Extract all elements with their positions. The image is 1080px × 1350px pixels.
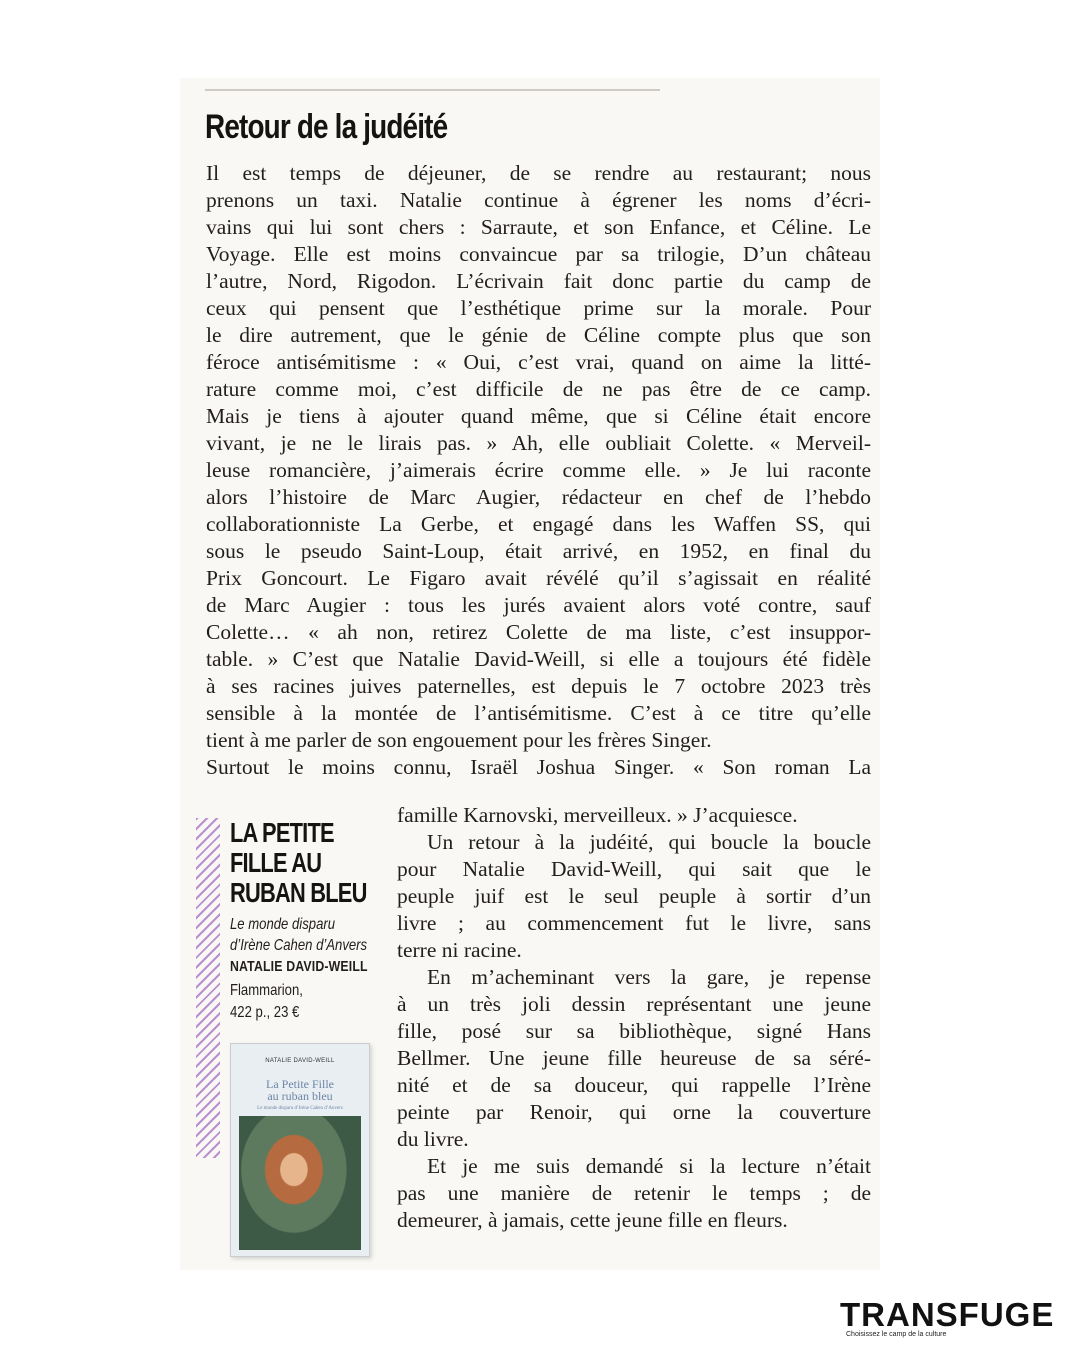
cover-painting — [239, 1116, 361, 1250]
text-line: vains qui lui sont chers : Sarraute, et son Enfance, et Céline. Le — [206, 215, 871, 239]
book-pages-price: 422 p., 23 € — [230, 1004, 300, 1021]
text-line: Il est temps de déjeuner, de se rendre au restaurant; nous — [206, 161, 871, 185]
cover-title — [231, 1078, 369, 1102]
text-line: pour Natalie David-Weill, qui sait que le — [397, 857, 871, 881]
text-line: à un très joli dessin représentant une jeune — [397, 992, 871, 1016]
text-line: peuple juif est le seul peuple à sortir d’un — [397, 884, 871, 908]
text-line: Voyage. Elle est moins convaincue par sa trilogie, D’un château — [206, 242, 871, 266]
cover-author: NATALIE DAVID-WEILL — [265, 1058, 335, 1064]
text-line: nité et de sa douceur, qui rappelle l’Irène — [397, 1073, 871, 1097]
article-full-column — [206, 160, 871, 781]
text-line: En m’acheminant vers la gare, je repense — [427, 965, 871, 989]
text-line: fille, posé sur sa bibliothèque, signé Hans — [397, 1019, 871, 1043]
cover-title-line: au ruban bleu — [267, 1089, 333, 1103]
text-line: table. » C’est que Natalie David-Weill, si elle a toujours été fidèle — [206, 647, 871, 671]
book-subtitle-line: Le monde disparu — [230, 916, 336, 933]
book-publisher-details — [230, 980, 303, 1024]
text-line: à ses racines juives paternelles, est depuis le 7 octobre 2023 très — [206, 674, 871, 698]
book-author: NATALIE DAVID-WEILL — [230, 958, 368, 975]
text-line: livre ; au commencement fut le livre, sans — [397, 911, 871, 935]
book-title-line: LA PETITE — [230, 817, 334, 848]
text-line: Surtout le moins connu, Israël Joshua Singer. « Son roman La — [206, 755, 871, 779]
logo-tagline: Choisissez le camp de la culture — [846, 1331, 947, 1338]
text-line: sous le pseudo Saint-Loup, était arrivé, en 1952, en final du — [206, 539, 871, 563]
top-rule — [205, 89, 660, 91]
book-title-line: RUBAN BLEU — [230, 877, 367, 908]
section-heading: Retour de la judéité — [205, 108, 448, 146]
text-line: Mais je tiens à ajouter quand même, que si Céline était encore — [206, 404, 871, 428]
text-line: le dire autrement, que le génie de Céline compte plus que son — [206, 323, 871, 347]
text-line: tient à me parler de son engouement pour les frères Singer. — [206, 728, 712, 752]
text-line: Colette… « ah non, retirez Colette de ma liste, c’est insuppor- — [206, 620, 871, 644]
text-line: alors l’histoire de Marc Augier, rédacteur en chef de l’hebdo — [206, 485, 871, 509]
text-line: du livre. — [397, 1127, 469, 1151]
text-line: prenons un taxi. Natalie continue à égrener les noms d’écri- — [206, 188, 871, 212]
cover-subtitle: Le monde disparu d’Irène Cahen d’Anvers — [257, 1106, 343, 1111]
cover-title-line: La Petite Fille — [266, 1077, 334, 1091]
book-subtitle — [230, 914, 386, 956]
text-line: Et je me suis demandé si la lecture n’était — [427, 1154, 871, 1178]
text-line: Bellmer. Une jeune fille heureuse de sa séré- — [397, 1046, 871, 1070]
transfuge-logo: TRANSFUGE — [840, 1296, 1055, 1333]
text-line: Prix Goncourt. Le Figaro avait révélé qu’il s’agissait en réalité — [206, 566, 871, 590]
book-title — [230, 818, 386, 908]
text-line: vivant, je ne le lirais pas. » Ah, elle oubliait Colette. « Merveil- — [206, 431, 871, 455]
book-cover-image — [230, 1043, 370, 1257]
text-line: famille Karnovski, merveilleux. » J’acquiesce. — [397, 803, 798, 827]
article-narrow-column — [397, 802, 871, 1234]
text-line: peinte par Renoir, qui orne la couverture — [397, 1100, 871, 1124]
hatch-decoration — [196, 818, 220, 1158]
text-line: leuse romancière, j’aimerais écrire comme elle. » Je lui raconte — [206, 458, 871, 482]
text-line: collaborationniste La Gerbe, et engagé dans les Waffen SS, qui — [206, 512, 871, 536]
text-line: féroce antisémitisme : « Oui, c’est vrai, quand on aime la litté- — [206, 350, 871, 374]
text-line: Un retour à la judéité, qui boucle la boucle — [427, 830, 871, 854]
text-line: terre ni racine. — [397, 938, 522, 962]
text-line: demeurer, à jamais, cette jeune fille en fleurs. — [397, 1208, 788, 1232]
text-line: pas une manière de retenir le temps ; de — [397, 1181, 871, 1205]
text-line: rature comme moi, c’est difficile de ne pas être de ce camp. — [206, 377, 871, 401]
text-line: l’autre, Nord, Rigodon. L’écrivain fait donc partie du camp de — [206, 269, 871, 293]
text-line: de Marc Augier : tous les jurés avaient alors voté contre, sauf — [206, 593, 871, 617]
book-subtitle-line: d’Irène Cahen d’Anvers — [230, 937, 368, 954]
book-publisher: Flammarion, — [230, 982, 303, 999]
text-line: ceux qui pensent que l’esthétique prime sur la morale. Pour — [206, 296, 871, 320]
book-title-line: FILLE AU — [230, 847, 322, 878]
text-line: sensible à la montée de l’antisémitisme. C’est à ce titre qu’elle — [206, 701, 871, 725]
